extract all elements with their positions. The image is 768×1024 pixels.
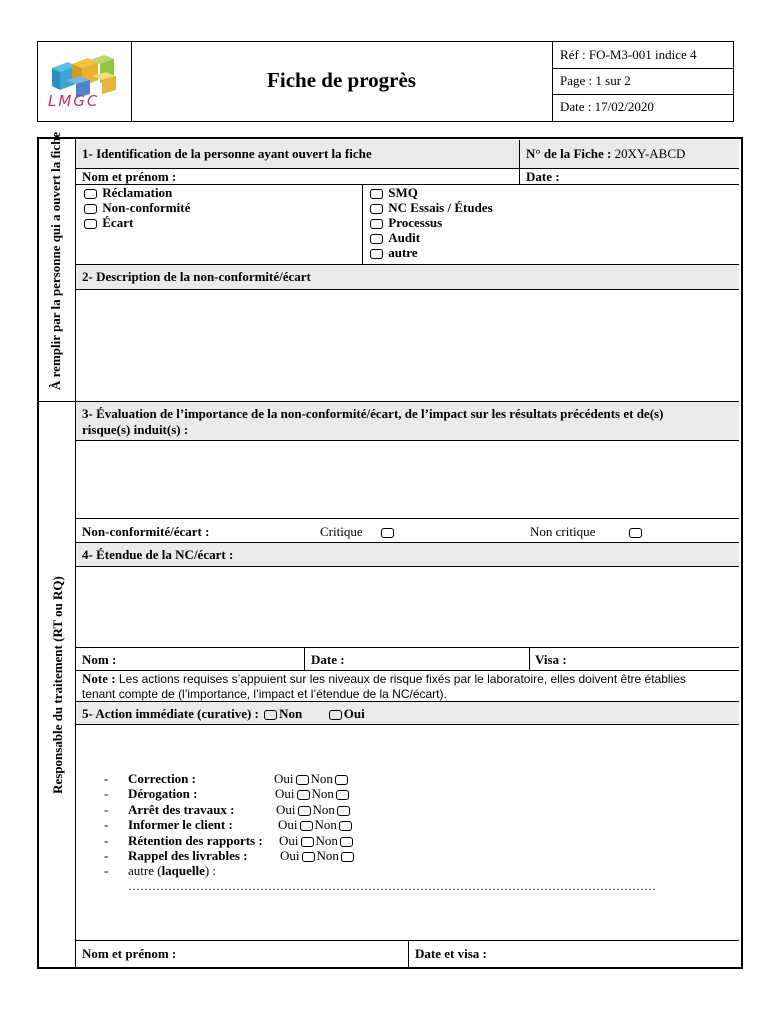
- s5-title: 5- Action immédiate (curative) :: [82, 706, 259, 721]
- checkbox[interactable]: [84, 204, 97, 214]
- s5-date-visa-label: Date et visa :: [415, 946, 487, 961]
- s2-description-area[interactable]: [76, 290, 739, 401]
- page-number: Page : 1 sur 2: [560, 73, 631, 88]
- critique-option[interactable]: Critique: [320, 524, 396, 540]
- option-smq[interactable]: SMQ: [368, 185, 493, 200]
- checkbox[interactable]: [84, 189, 97, 199]
- page-title: Fiche de progrès: [267, 68, 416, 92]
- s3-title-line2: risque(s) induit(s) :: [82, 422, 189, 437]
- fiche-number: [526, 146, 685, 162]
- checkbox[interactable]: [370, 204, 383, 214]
- s2-title: 2- Description de la non-conformité/écart: [82, 269, 311, 284]
- action-list: [104, 771, 656, 894]
- s4-nom-label: Nom :: [82, 652, 117, 667]
- nom-prenom-label: Nom et prénom :: [82, 169, 177, 184]
- list-item: - Dérogation : Oui Non: [104, 786, 656, 801]
- s1-date-label: Date :: [526, 169, 560, 184]
- list-item: - Arrêt des travaux : Oui Non: [104, 802, 656, 817]
- option-ecart[interactable]: Écart: [82, 215, 190, 230]
- checkbox[interactable]: [370, 189, 383, 199]
- list-item: - Rétention des rapports : Oui Non: [104, 833, 656, 848]
- s4-title: 4- Étendue de la NC/écart :: [82, 547, 234, 562]
- logo-text: LMGC: [48, 92, 100, 110]
- list-item: - Correction : Oui Non: [104, 771, 656, 786]
- note: Note : Les actions requises s’appuient sur les niveaux de risque fixés par le laboratoire, elles doivent être établies tenant compte de (l’importance, l’impact et l’étendue de la NC/écart).: [82, 671, 686, 701]
- fiche-label: N° de la Fiche :: [526, 146, 612, 161]
- list-item: - Informer le client : Oui Non: [104, 817, 656, 832]
- checkbox[interactable]: [370, 249, 383, 259]
- checkbox[interactable]: [335, 775, 348, 785]
- checkbox[interactable]: [340, 837, 353, 847]
- s3-title: 3- Évaluation de l’importance de la non-conformité/écart, de l’impact sur les résultats précédents et de(s): [82, 406, 664, 421]
- checkbox[interactable]: [370, 234, 383, 244]
- right-options: [368, 185, 493, 260]
- nc-ecart-label: Non-conformité/écart :: [82, 524, 210, 539]
- non-critique-option[interactable]: Non critique: [530, 524, 644, 540]
- checkbox[interactable]: [296, 775, 309, 785]
- checkbox[interactable]: [297, 790, 310, 800]
- checkbox[interactable]: [298, 806, 311, 816]
- autre-dotted-line[interactable]: ……………………………………………………………………………………………………………………: [128, 878, 656, 893]
- checkbox[interactable]: [381, 528, 394, 538]
- checkbox[interactable]: [336, 790, 349, 800]
- header-table: [37, 41, 734, 122]
- option-autre[interactable]: autre: [368, 245, 493, 260]
- s4-etendue-area[interactable]: [76, 567, 739, 647]
- checkbox[interactable]: [301, 837, 314, 847]
- left-options: [82, 185, 190, 230]
- checkbox[interactable]: [300, 821, 313, 831]
- checkbox[interactable]: [341, 852, 354, 862]
- list-item-autre: - autre (laquelle) :: [104, 863, 217, 879]
- checkbox[interactable]: [84, 219, 97, 229]
- checkbox[interactable]: [329, 710, 342, 720]
- checkbox[interactable]: [302, 852, 315, 862]
- side-label-bottom: Responsable du traitement (RT ou RQ): [50, 576, 65, 794]
- option-nc-essais[interactable]: NC Essais / Études: [368, 200, 493, 215]
- option-processus[interactable]: Processus: [368, 215, 493, 230]
- s5-title-row: 5- Action immédiate (curative) : Non Oui: [82, 706, 365, 721]
- fiche-value: 20XY-ABCD: [614, 146, 686, 161]
- checkbox[interactable]: [264, 710, 277, 720]
- s5-nom-prenom-label: Nom et prénom :: [82, 946, 177, 961]
- checkbox[interactable]: [339, 821, 352, 831]
- option-audit[interactable]: Audit: [368, 230, 493, 245]
- list-item: - Rappel des livrables : Oui Non: [104, 848, 656, 863]
- ref-text: Réf : FO-M3-001 indice 4: [560, 47, 697, 62]
- s3-evaluation-area[interactable]: [76, 441, 739, 518]
- option-non-conformite[interactable]: Non-conformité: [82, 200, 190, 215]
- checkbox[interactable]: [370, 219, 383, 229]
- option-reclamation[interactable]: Réclamation: [82, 185, 190, 200]
- s4-date-label: Date :: [311, 652, 345, 667]
- side-label-top: À remplir par la personne qui a ouvert la fiche: [48, 131, 63, 390]
- checkbox[interactable]: [629, 528, 642, 538]
- s1-title: 1- Identification de la personne ayant ouvert la fiche: [82, 146, 372, 161]
- logo: [46, 50, 126, 114]
- checkbox[interactable]: [337, 806, 350, 816]
- header-date: Date : 17/02/2020: [560, 99, 654, 114]
- s4-visa-label: Visa :: [535, 652, 567, 667]
